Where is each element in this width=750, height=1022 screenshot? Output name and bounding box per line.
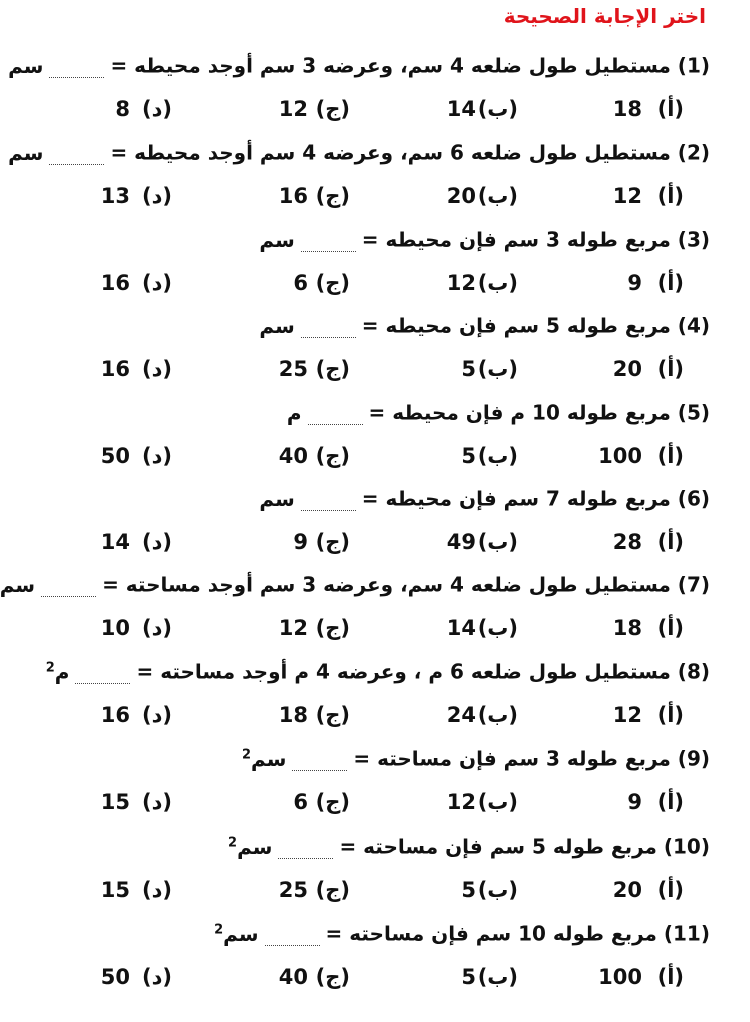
- option-value: 50: [100, 965, 130, 989]
- option-value: 9: [293, 530, 308, 554]
- answer-option[interactable]: [408, 263, 518, 303]
- option-value: 12: [612, 184, 642, 208]
- answer-option[interactable]: [408, 436, 518, 476]
- question-statement: (2) مستطيل طول ضلعه 6 سم، وعرضه 4 سم أوجد محيطه =: [110, 140, 710, 165]
- unit-label: سم: [8, 140, 44, 165]
- question-text: [20, 389, 710, 429]
- options-row: [0, 695, 750, 735]
- answer-option[interactable]: [240, 782, 350, 822]
- unit-label: سم$^2$: [214, 921, 259, 946]
- answer-blank: [49, 57, 104, 78]
- answer-option[interactable]: [62, 870, 172, 910]
- options-row: [0, 436, 750, 476]
- unit-exponent: 2: [45, 660, 55, 675]
- option-value: 10: [100, 616, 130, 640]
- unit-exponent: 2: [241, 747, 252, 762]
- question-text: [20, 648, 710, 688]
- answer-option[interactable]: [574, 176, 684, 216]
- unit-label: سم: [8, 53, 44, 78]
- option-value: 20: [612, 878, 642, 902]
- option-value: 14: [446, 97, 476, 121]
- options-row: [0, 522, 750, 562]
- option-value: 28: [612, 530, 642, 554]
- option-letter: (ج): [315, 271, 350, 295]
- unit-label: م: [286, 400, 302, 425]
- answer-option[interactable]: [62, 522, 172, 562]
- option-letter: (ب): [477, 703, 518, 727]
- unit-label: م$^2$: [45, 659, 70, 684]
- option-value: 16: [100, 703, 130, 727]
- option-letter: (ب): [477, 616, 518, 640]
- question-statement: (9) مربع طوله 3 سم فإن مساحته =: [353, 746, 710, 771]
- option-value: 40: [278, 965, 308, 989]
- option-value: 100: [598, 965, 642, 989]
- option-letter: (ج): [315, 616, 350, 640]
- option-letter: (أ): [657, 184, 684, 208]
- answer-blank: [301, 490, 356, 511]
- option-value: 16: [278, 184, 308, 208]
- option-value: 12: [446, 271, 476, 295]
- question-text: [20, 216, 710, 256]
- option-value: 15: [100, 790, 130, 814]
- option-letter: (د): [142, 97, 172, 121]
- answer-blank: [265, 925, 320, 946]
- unit-label: سم: [0, 572, 36, 597]
- answer-blank: [301, 231, 356, 252]
- answer-option[interactable]: [62, 176, 172, 216]
- question-statement: (1) مستطيل طول ضلعه 4 سم، وعرضه 3 سم أوجد محيطه =: [110, 53, 710, 78]
- option-letter: (أ): [657, 530, 684, 554]
- option-value: 9: [627, 790, 642, 814]
- question-statement: (7) مستطيل طول ضلعه 4 سم، وعرضه 3 سم أوجد مساحته =: [102, 572, 710, 597]
- option-value: 16: [100, 271, 130, 295]
- option-letter: (ج): [315, 530, 350, 554]
- option-value: 5: [461, 357, 476, 381]
- answer-option[interactable]: [240, 349, 350, 389]
- answer-option[interactable]: [574, 349, 684, 389]
- option-value: 9: [627, 271, 642, 295]
- answer-option[interactable]: [408, 522, 518, 562]
- question-statement: (3) مربع طوله 3 سم فإن محيطه =: [361, 227, 710, 252]
- option-letter: (د): [142, 357, 172, 381]
- option-letter: (أ): [657, 616, 684, 640]
- option-letter: (أ): [657, 878, 684, 902]
- option-letter: (ب): [477, 444, 518, 468]
- option-value: 25: [278, 878, 308, 902]
- option-value: 12: [612, 703, 642, 727]
- option-letter: (ب): [477, 271, 518, 295]
- option-letter: (أ): [657, 271, 684, 295]
- question-statement: (8) مستطيل طول ضلعه 6 م ، وعرضه 4 م أوجد مساحته =: [136, 659, 710, 684]
- options-row: [0, 176, 750, 216]
- question-text: [20, 823, 710, 863]
- option-letter: (د): [142, 703, 172, 727]
- option-value: 24: [446, 703, 476, 727]
- answer-option[interactable]: [62, 89, 172, 129]
- answer-blank: [301, 317, 356, 338]
- option-letter: (ج): [315, 357, 350, 381]
- question-statement: (5) مربع طوله 10 م فإن محيطه =: [368, 400, 710, 425]
- option-letter: (أ): [657, 444, 684, 468]
- option-letter: (ج): [315, 878, 350, 902]
- option-value: 15: [100, 878, 130, 902]
- options-row: [0, 89, 750, 129]
- option-letter: (ج): [315, 790, 350, 814]
- question-text: [20, 475, 710, 515]
- option-letter: (د): [142, 444, 172, 468]
- answer-option[interactable]: [62, 695, 172, 735]
- option-letter: (ب): [477, 790, 518, 814]
- answer-option[interactable]: [62, 782, 172, 822]
- options-row: [0, 263, 750, 303]
- question-text: [20, 302, 710, 342]
- options-row: [0, 608, 750, 648]
- answer-option[interactable]: [240, 608, 350, 648]
- option-value: 5: [461, 444, 476, 468]
- option-letter: (أ): [657, 965, 684, 989]
- answer-option[interactable]: [62, 957, 172, 997]
- option-value: 18: [612, 616, 642, 640]
- option-value: 14: [446, 616, 476, 640]
- answer-blank: [308, 404, 363, 425]
- answer-option[interactable]: [62, 608, 172, 648]
- option-value: 5: [461, 965, 476, 989]
- options-row: [0, 782, 750, 822]
- answer-option[interactable]: [408, 782, 518, 822]
- option-value: 20: [446, 184, 476, 208]
- answer-option[interactable]: [240, 176, 350, 216]
- option-value: 40: [278, 444, 308, 468]
- option-letter: (أ): [657, 97, 684, 121]
- unit-label: سم$^2$: [241, 746, 287, 771]
- question-statement: (11) مربع طوله 10 سم فإن مساحته =: [325, 921, 710, 946]
- option-letter: (ب): [477, 184, 518, 208]
- option-letter: (د): [142, 271, 172, 295]
- unit-label: سم: [259, 227, 295, 252]
- option-value: 18: [612, 97, 642, 121]
- option-value: 12: [278, 97, 308, 121]
- option-letter: (ج): [315, 184, 350, 208]
- option-value: 14: [100, 530, 130, 554]
- option-letter: (ب): [477, 965, 518, 989]
- answer-option[interactable]: [408, 695, 518, 735]
- question-text: [0, 561, 710, 601]
- option-letter: (أ): [657, 703, 684, 727]
- answer-option[interactable]: [408, 349, 518, 389]
- answer-option[interactable]: [240, 870, 350, 910]
- answer-option[interactable]: [240, 522, 350, 562]
- answer-blank: [41, 576, 96, 597]
- question-text: [8, 129, 710, 169]
- worksheet-title: اختر الإجابة الصحيحة: [503, 4, 706, 28]
- answer-option[interactable]: [408, 870, 518, 910]
- question-statement: (4) مربع طوله 5 سم فإن محيطه =: [361, 313, 710, 338]
- option-letter: (د): [142, 530, 172, 554]
- answer-option[interactable]: [240, 436, 350, 476]
- answer-blank: [278, 838, 333, 859]
- options-row: [0, 349, 750, 389]
- answer-option[interactable]: [574, 870, 684, 910]
- options-row: [0, 957, 750, 997]
- answer-blank: [292, 750, 347, 771]
- option-letter: (أ): [657, 790, 684, 814]
- option-value: 12: [446, 790, 476, 814]
- answer-option[interactable]: [574, 89, 684, 129]
- unit-label: سم: [259, 486, 295, 511]
- question-text: [20, 735, 710, 775]
- question-text: [20, 910, 710, 950]
- answer-option[interactable]: [574, 695, 684, 735]
- answer-option[interactable]: [574, 608, 684, 648]
- answer-option[interactable]: [240, 957, 350, 997]
- option-value: 18: [278, 703, 308, 727]
- answer-option[interactable]: [408, 957, 518, 997]
- answer-blank: [49, 144, 104, 165]
- option-letter: (ج): [315, 965, 350, 989]
- option-value: 8: [115, 97, 130, 121]
- question-text: [8, 42, 710, 82]
- answer-option[interactable]: [62, 436, 172, 476]
- option-value: 50: [100, 444, 130, 468]
- option-value: 6: [293, 790, 308, 814]
- answer-blank: [75, 663, 130, 684]
- answer-option[interactable]: [574, 263, 684, 303]
- question-statement: (10) مربع طوله 5 سم فإن مساحته =: [339, 834, 710, 859]
- option-value: 12: [278, 616, 308, 640]
- option-value: 25: [278, 357, 308, 381]
- answer-option[interactable]: [240, 263, 350, 303]
- option-letter: (د): [142, 184, 172, 208]
- option-value: 20: [612, 357, 642, 381]
- option-value: 49: [446, 530, 476, 554]
- option-letter: (أ): [657, 357, 684, 381]
- option-value: 16: [100, 357, 130, 381]
- option-letter: (ب): [477, 97, 518, 121]
- answer-option[interactable]: [408, 608, 518, 648]
- answer-option[interactable]: [574, 782, 684, 822]
- option-letter: (ج): [315, 703, 350, 727]
- option-letter: (ج): [315, 444, 350, 468]
- options-row: [0, 870, 750, 910]
- answer-option[interactable]: [408, 176, 518, 216]
- unit-exponent: 2: [228, 835, 238, 850]
- unit-label: سم: [259, 313, 295, 338]
- answer-option[interactable]: [62, 349, 172, 389]
- question-statement: (6) مربع طوله 7 سم فإن محيطه =: [361, 486, 710, 511]
- option-letter: (ب): [477, 357, 518, 381]
- option-letter: (د): [142, 616, 172, 640]
- answer-option[interactable]: [62, 263, 172, 303]
- option-letter: (د): [142, 965, 172, 989]
- unit-label: سم$^2$: [228, 834, 273, 859]
- option-value: 100: [598, 444, 642, 468]
- answer-option[interactable]: [240, 695, 350, 735]
- answer-option[interactable]: [574, 957, 684, 997]
- option-value: 6: [293, 271, 308, 295]
- option-value: 5: [461, 878, 476, 902]
- option-value: 13: [100, 184, 130, 208]
- unit-exponent: 2: [214, 922, 224, 937]
- option-letter: (د): [142, 790, 172, 814]
- option-letter: (ب): [477, 530, 518, 554]
- option-letter: (ج): [315, 97, 350, 121]
- answer-option[interactable]: [574, 522, 684, 562]
- answer-option[interactable]: [408, 89, 518, 129]
- answer-option[interactable]: [574, 436, 684, 476]
- option-letter: (ب): [477, 878, 518, 902]
- answer-option[interactable]: [240, 89, 350, 129]
- option-letter: (د): [142, 878, 172, 902]
